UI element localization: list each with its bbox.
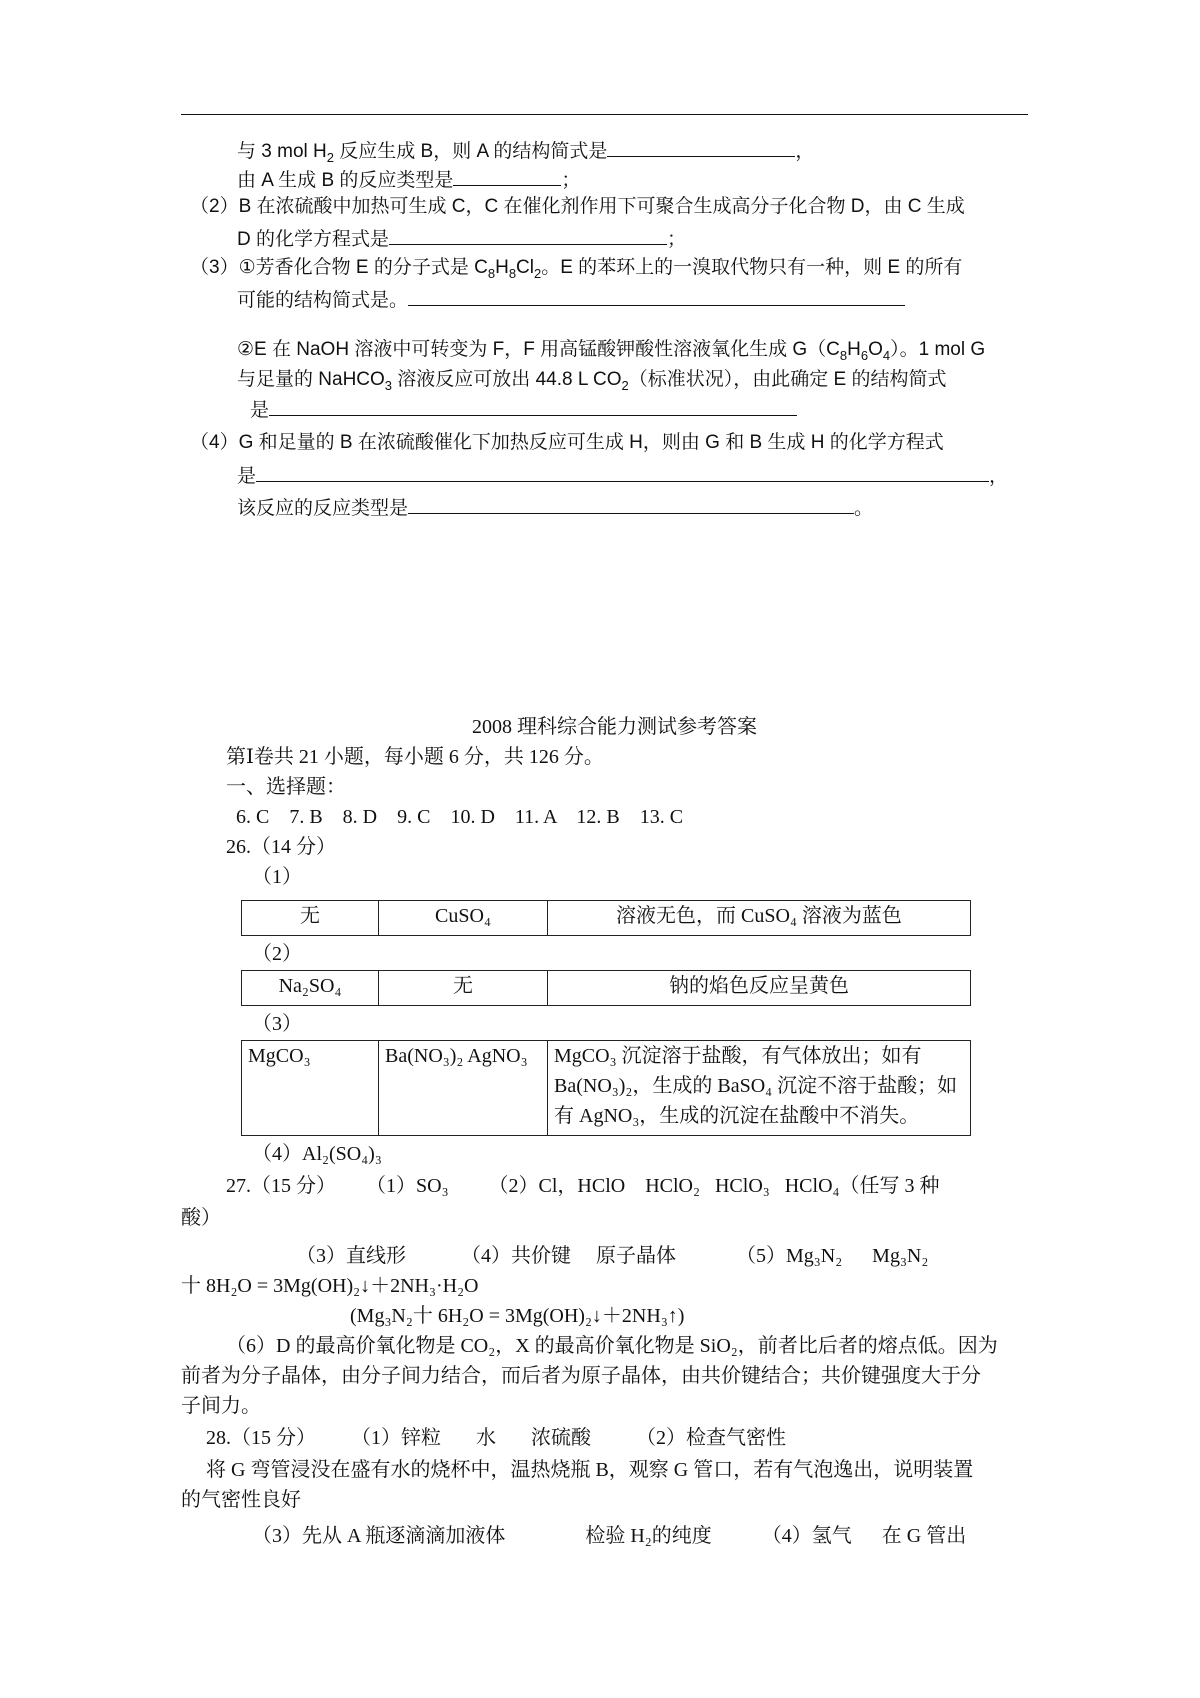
table-q26-2: [241, 970, 971, 1006]
answers-q28-line4: （3）先从 A 瓶逐滴滴加液体 检验 H₂的纯度 （4）氢气 在 G 管出: [252, 1525, 967, 1547]
table-cell: 溶液无色，而 CuSO₄ 溶液为蓝色: [548, 901, 971, 936]
table-cell: Na₂SO₄: [242, 971, 379, 1006]
answers-q27-line4: 十 8H₂O = 3Mg(OH)₂↓＋2NH₃·H₂O: [181, 1275, 479, 1297]
answers-intro: 第Ⅰ卷共 21 小题，每小题 6 分，共 126 分。: [226, 746, 604, 768]
answer-blank: [453, 163, 561, 186]
answers-multiple-choice: 6. C 7. B 8. D 9. C 10. D 11. A 12. B 13. C: [236, 806, 684, 828]
table-cell-line: Ba(NO₃)₂，生成的 BaSO₄ 沉淀不溶于盐酸；如: [554, 1075, 958, 1097]
q3-line4: 与足量的 NaHCO$_3$ 溶液反应可放出 44.8 L $CO_2$（标准状况），由此确定 E 的结构简式: [237, 369, 947, 393]
table-cell: 无: [242, 901, 379, 936]
q3-line2: 可能的结构简式是。: [237, 283, 905, 315]
q2-line2: D 的化学方程式是 ；: [237, 222, 686, 254]
q4-line3: 该反应的反应类型是 。: [237, 491, 873, 523]
answers-section1: 一、选择题：: [226, 776, 346, 798]
answers-q28-line1: 28.（15 分） （1）锌粒 水 浓硫酸 （2）检查气密性: [206, 1427, 786, 1449]
header-rule: [181, 114, 1028, 115]
q1-line1: 与 3 mol $H_2$ 反应生成 B，则 A 的结构简式是 ，: [237, 134, 814, 166]
answers-q27-line1: 27.（15 分） （1）SO₃ （2）Cl，HClO HClO₂ HClO₃ HClO₄（任写 3 种: [226, 1175, 940, 1197]
q2-line1: （2）B 在浓硫酸中加热可生成 C，C 在催化剂作用下可聚合生成高分子化合物 D，由 C 生成: [190, 196, 965, 217]
table-cell: CuSO₄: [379, 901, 548, 936]
table-cell: 钠的焰色反应呈黄色: [548, 971, 971, 1006]
q3-line1: （3）①芳香化合物 E 的分子式是 $C_8H_8Cl_2$。E 的苯环上的一溴取代物只有一种，则 E 的所有: [190, 257, 963, 281]
q3-line5: 是: [250, 393, 797, 425]
q3-line3: ②E 在 NaOH 溶液中可转变为 F，F 用高锰酸钾酸性溶液氧化生成 $G(C_8H_6O_4)$。1 mol G: [237, 339, 986, 363]
answers-q27-line5: (Mg₃N₂十 6H₂O = 3Mg(OH)₂↓＋2NH₃↑): [350, 1305, 685, 1327]
answer-blank: [389, 222, 667, 245]
table-cell: [548, 1041, 971, 1136]
answers-title: 2008 理科综合能力测试参考答案: [472, 716, 757, 738]
table-cell: MgCO₃: [242, 1041, 379, 1136]
q4-line1: （4）G 和足量的 B 在浓硫酸催化下加热反应可生成 H，则由 G 和 B 生成 H 的化学方程式: [190, 432, 944, 453]
answer-blank: [607, 134, 795, 157]
answers-q26-part2: （2）: [252, 943, 302, 965]
answers-q26: 26.（14 分）: [226, 836, 336, 858]
answer-blank: [256, 459, 989, 482]
answers-q28-line2: 将 G 弯管浸没在盛有水的烧杯中，温热烧瓶 B，观察 G 管口，若有气泡逸出，说明装置: [206, 1459, 974, 1481]
answers-q26-part4: （4）Al₂(SO₄)₃: [252, 1143, 382, 1165]
answers-q27-line2: 酸）: [181, 1207, 221, 1229]
q4-line2: 是 ，: [237, 459, 1008, 491]
answers-q27-line7: 前者为分子晶体，由分子间力结合，而后者为原子晶体，由共价键结合；共价键强度大于分: [181, 1365, 981, 1387]
answer-blank: [269, 393, 797, 416]
table-cell-line: 有 AgNO₃，生成的沉淀在盐酸中不消失。: [554, 1105, 920, 1127]
answers-q27-line6: （6）D 的最高价氧化物是 CO₂，X 的最高价氧化物是 SiO₂，前者比后者的熔点低。因为: [226, 1335, 998, 1357]
answers-q28-line3: 的气密性良好: [181, 1489, 301, 1511]
q1-line2: 由 A 生成 B 的反应类型是 ；: [237, 163, 580, 195]
table-cell-line: MgCO₃ 沉淀溶于盐酸，有气体放出；如有: [554, 1045, 922, 1067]
table-q26-1: [241, 900, 971, 936]
table-cell: Ba(NO₃)₂ AgNO₃: [379, 1041, 548, 1136]
answer-blank: [408, 491, 854, 514]
answers-q27-line3: （3）直线形 （4）共价键 原子晶体 （5）Mg₃N₂ Mg₃N₂: [296, 1245, 929, 1267]
answers-q26-part1: （1）: [252, 866, 302, 888]
answer-blank: [408, 283, 905, 306]
answers-q27-line8: 子间力。: [181, 1395, 261, 1417]
answers-q26-part3: （3）: [252, 1013, 302, 1035]
table-cell: 无: [379, 971, 548, 1006]
table-q26-3: [241, 1040, 971, 1136]
